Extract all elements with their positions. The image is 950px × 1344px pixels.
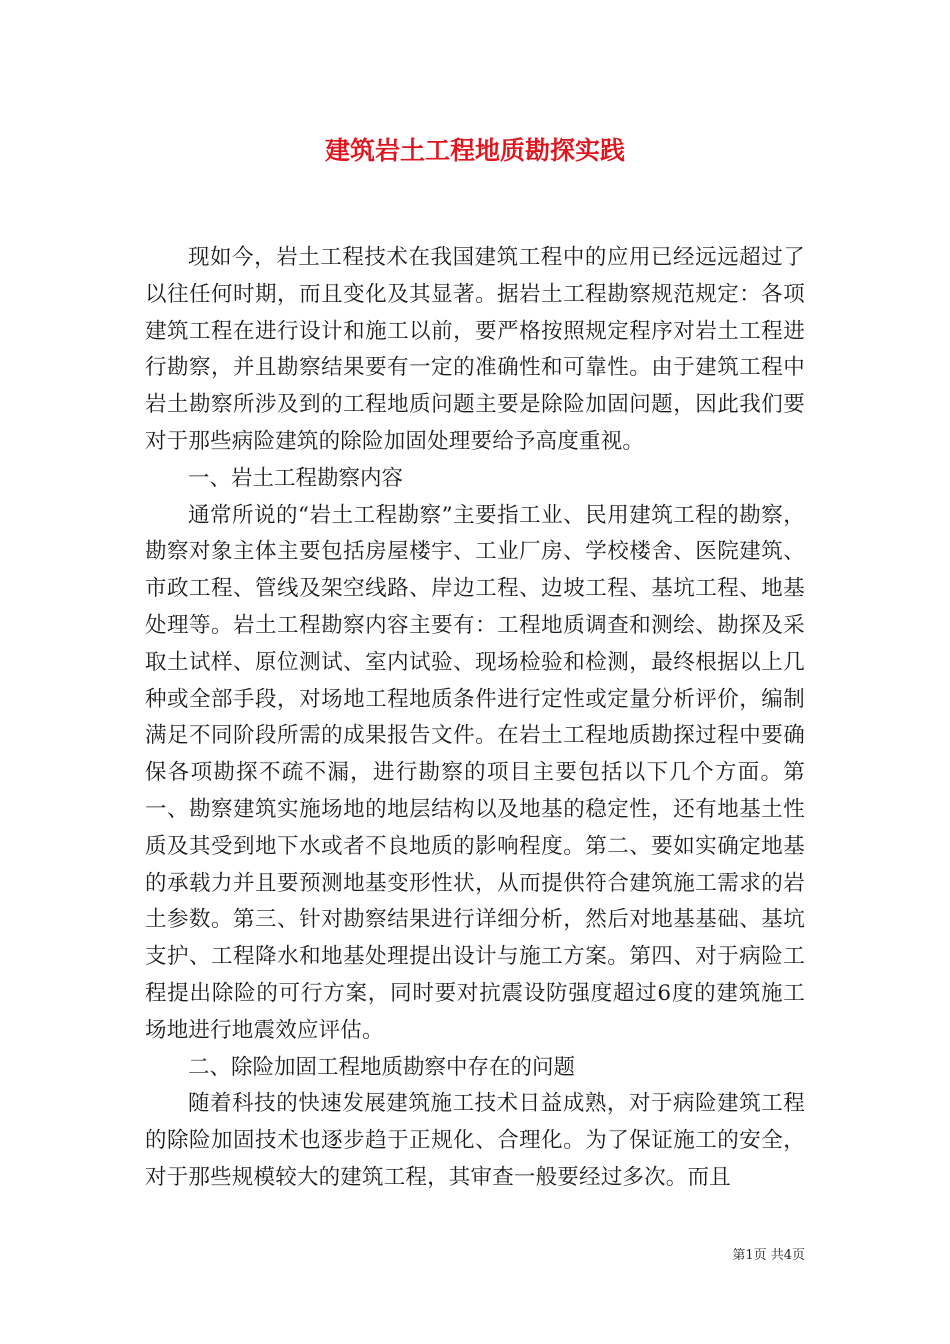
page-number-footer: 第1页 共4页 <box>732 1248 805 1263</box>
document-title: 建筑岩土工程地质勘探实践 <box>324 136 625 165</box>
section-heading-1: 一、岩土工程勘察内容 <box>188 465 404 491</box>
paragraph-problems: 随着科技的快速发展建筑施工技术日益成熟，对于病险建筑工程的除险加固技术也逐步趋于正规化、合理化。为了保证施工的安全，对于那些规模较大的建筑工程，其审查一般要经过多次。而且 <box>145 1091 805 1190</box>
paragraph-intro: 现如今，岩土工程技术在我国建筑工程中的应用已经远远超过了以往任何时期，而且变化及其显著。据岩土工程勘察规范规定：各项建筑工程在进行设计和施工以前，要严格按照规定程序对岩土工程进行勘察，并且勘察结果要有一定的准确性和可靠性。由于建筑工程中岩土勘察所涉及到的工程地质问题主要是除险加固问题，因此我们要对于那些病险建筑的除险加固处理要给予高度重视。 <box>145 245 805 454</box>
document-body <box>145 240 805 1197</box>
section-heading-2: 二、除险加固工程地质勘察中存在的问题 <box>188 1054 576 1080</box>
paragraph-survey-content: 通常所说的“岩土工程勘察”主要指工业、民用建筑工程的勘察，勘察对象主体主要包括房屋楼宇、工业厂房、学校楼舍、医院建筑、市政工程、管线及架空线路、岸边工程、边坡工程、基坑工程、地基处理等。岩土工程勘察内容主要有：工程地质调查和测绘、勘探及采取土试样、原位测试、室内试验、现场检验和检测，最终根据以上几种或全部手段，对场地工程地质条件进行定性或定量分析评价，编制满足不同阶段所需的成果报告文件。在岩土工程地质勘探过程中要确保各项勘探不疏不漏，进行勘察的项目主要包括以下几个方面。第一、勘察建筑实施场地的地层结构以及地基的稳定性，还有地基土性质及其受到地下水或者不良地质的影响程度。第二、要如实确定地基的承载力并且要预测地基变形性状，从而提供符合建筑施工需求的岩土参数。第三、针对勘察结果进行详细分析，然后对地基基础、基坑支护、工程降水和地基处理提出设计与施工方案。第四、对于病险工程提出除险的可行方案，同时要对抗震设防强度超过6度的建筑施工场地进行地震效应评估。 <box>145 502 805 1043</box>
